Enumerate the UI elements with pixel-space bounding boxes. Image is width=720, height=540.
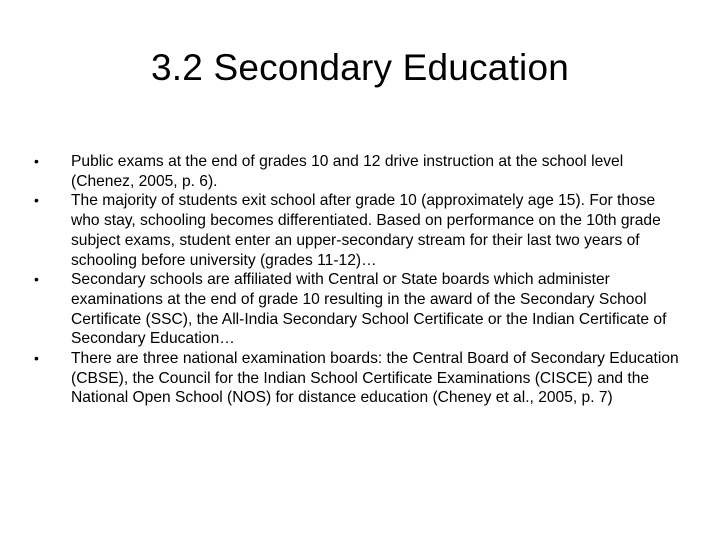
bullet-item [34,349,684,408]
bullet-point-icon: • [34,153,39,169]
bullet-point-icon: • [34,192,39,209]
bullet-item [34,152,684,191]
slide-title: 3.2 Secondary Education [150,47,570,88]
bullet-text: Public exams at the end of grades 10 and 12 drive instruction at the school level (Chenez, 2005, p. 6). [71,153,624,190]
bullet-text: The majority of students exit school after grade 10 (approximately age 15). For those who stay, schooling becomes differentiated. Based on performance on the 10th grade subject exams, student enter an upper-secondary stream for their last two years of schooling before university (grades 11-12)… [71,192,661,269]
bullet-point-icon: • [34,350,39,367]
bullet-point-icon: • [34,271,39,288]
bullet-list [34,152,684,408]
bullet-item [34,270,684,349]
bullet-item [34,191,684,270]
bullet-text: Secondary schools are affiliated with Central or State boards which administer examinations at the end of grade 10 resulting in the award of the Secondary School Certificate (SSC), the All-India Secondary School Certificate or the Indian Certificate of Secondary Education… [71,271,667,348]
bullet-text: There are three national examination boards: the Central Board of Secondary Education (CBSE), the Council for the Indian School Certificate Examinations (CISCE) and the National Open School (NOS) for distance education (Cheney et al., 2005, p. 7) [71,350,679,407]
